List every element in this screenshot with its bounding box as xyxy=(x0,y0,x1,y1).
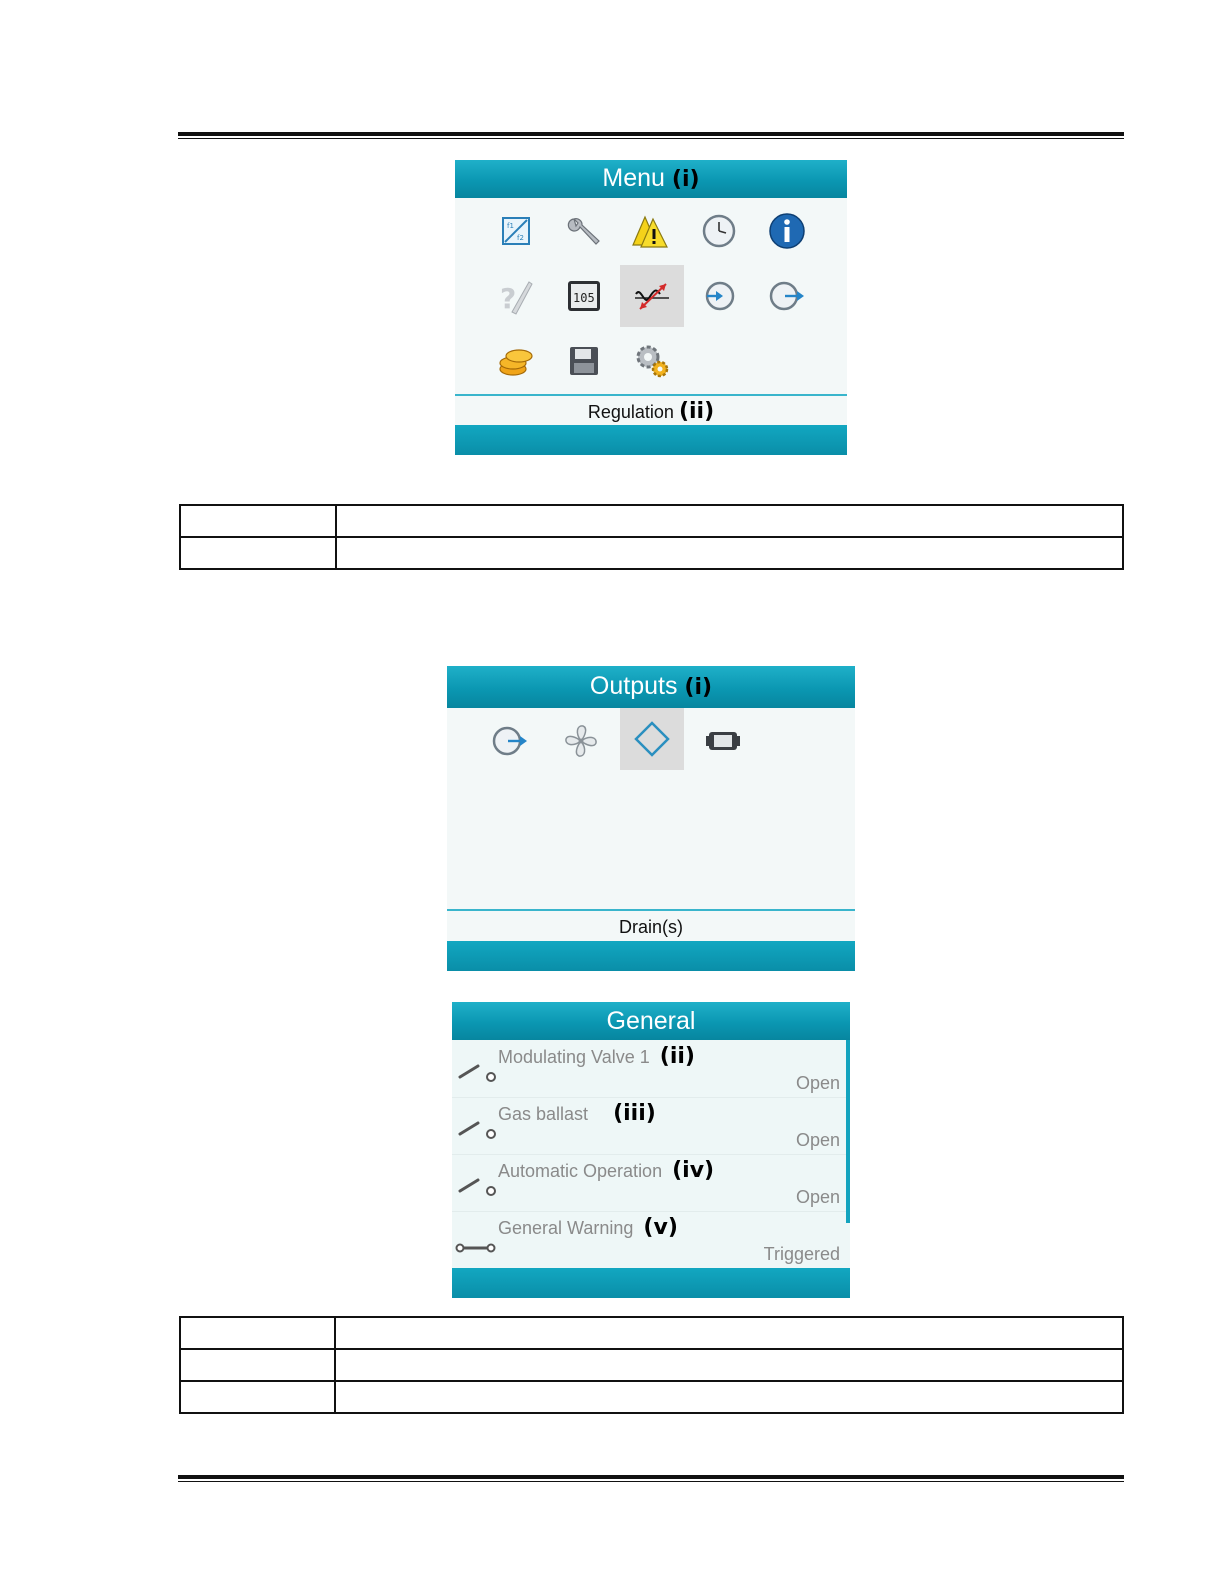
svg-text:f2: f2 xyxy=(517,234,524,242)
table-row xyxy=(180,1317,1123,1349)
settings-icon[interactable] xyxy=(620,330,684,392)
list-item[interactable] xyxy=(452,1040,846,1098)
header-rule xyxy=(178,132,1124,139)
switch-closed-icon xyxy=(454,1225,498,1255)
regulation-icon[interactable] xyxy=(620,265,684,327)
row-label: General Warning (v) xyxy=(498,1215,678,1240)
info-icon[interactable] xyxy=(755,200,819,262)
row-label: Automatic Operation (iv) xyxy=(498,1158,715,1183)
wrench-icon[interactable] xyxy=(552,200,616,262)
switch-open-icon xyxy=(454,1168,498,1198)
clock-icon[interactable] xyxy=(687,200,751,262)
row-tag: (iv) xyxy=(672,1158,715,1183)
outputs-title-tag: (i) xyxy=(684,675,713,700)
input-icon[interactable] xyxy=(687,265,751,327)
general-screen xyxy=(452,1002,850,1298)
switch-open-icon xyxy=(454,1111,498,1141)
menu-caption-text: Regulation xyxy=(587,402,674,422)
save-icon[interactable] xyxy=(552,330,616,392)
list-item[interactable] xyxy=(452,1154,846,1212)
reference-table-2 xyxy=(179,1316,1124,1414)
row-value: Triggered xyxy=(763,1244,840,1264)
menu-title-tag: (i) xyxy=(671,167,700,192)
list-item[interactable] xyxy=(452,1211,846,1268)
warning-icon[interactable] xyxy=(619,200,683,262)
table-row xyxy=(180,1381,1123,1413)
svg-text:f1: f1 xyxy=(507,222,514,230)
coins-icon[interactable] xyxy=(484,330,548,392)
outputs-title-bar xyxy=(447,666,855,708)
parameters-icon[interactable] xyxy=(484,200,548,262)
general-title-bar xyxy=(452,1002,850,1040)
row-value: Open xyxy=(795,1130,840,1150)
list-item[interactable] xyxy=(452,1097,846,1155)
general-title: General xyxy=(606,1007,696,1035)
row-label: Gas ballast (iii) xyxy=(498,1101,656,1126)
outputs-title: Outputs xyxy=(589,672,678,700)
svg-text:?: ? xyxy=(500,282,517,315)
menu-title-bar xyxy=(455,160,847,198)
outputs-caption: Drain(s) xyxy=(618,917,683,937)
menu-caption-tag: (ii) xyxy=(678,399,715,424)
table-row xyxy=(180,505,1123,537)
svg-text:105: 105 xyxy=(573,291,595,305)
outputs-screen xyxy=(447,666,855,971)
relay-icon[interactable] xyxy=(691,710,755,772)
row-tag: (iii) xyxy=(613,1101,656,1126)
row-label: Modulating Valve 1 (ii) xyxy=(498,1044,695,1069)
drain-icon[interactable] xyxy=(620,708,684,770)
list-scrollbar[interactable] xyxy=(846,1040,850,1223)
output-icon[interactable] xyxy=(755,265,819,327)
menu-title: Menu xyxy=(602,164,665,192)
switch-open-icon xyxy=(454,1054,498,1084)
menu-caption xyxy=(455,398,847,426)
output-icon[interactable] xyxy=(478,710,542,772)
row-value: Open xyxy=(795,1073,840,1093)
menu-screen xyxy=(455,160,847,455)
menu-divider xyxy=(455,394,847,396)
row-tag: (ii) xyxy=(659,1044,695,1069)
footer-rule xyxy=(178,1475,1124,1482)
outputs-footer-bar xyxy=(447,941,855,971)
maintenance-icon[interactable] xyxy=(484,265,548,327)
table-row xyxy=(180,537,1123,569)
table-row xyxy=(180,1349,1123,1381)
reference-table-1 xyxy=(179,504,1124,570)
counter-icon[interactable] xyxy=(552,265,616,327)
fan-icon[interactable] xyxy=(549,710,613,772)
menu-footer-bar xyxy=(455,425,847,455)
general-footer-bar xyxy=(452,1268,850,1298)
row-tag: (v) xyxy=(643,1215,678,1240)
outputs-divider xyxy=(447,909,855,911)
row-value: Open xyxy=(795,1187,840,1207)
